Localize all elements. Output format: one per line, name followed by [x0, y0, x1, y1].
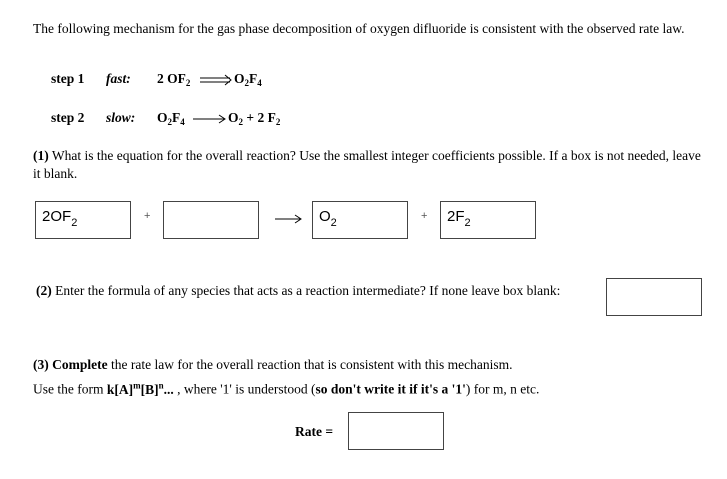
step2-product-o: O	[228, 110, 239, 125]
reactant-box-2[interactable]	[163, 201, 259, 239]
q1-text: What is the equation for the overall reaction? Use the smallest integer coefficients possible. If a box is not needed, leave it blank.	[33, 148, 701, 181]
q3-number: (3) Complete	[33, 357, 108, 372]
q1-number: (1)	[33, 148, 49, 163]
step1-row	[51, 71, 84, 87]
plus-sign-1: +	[144, 210, 151, 222]
rate-label: Rate =	[295, 424, 334, 439]
q3-form-c: ...	[163, 381, 178, 397]
reactant-box-1-value: 2OF	[42, 208, 72, 225]
product-box-2[interactable]	[440, 201, 536, 239]
equilibrium-arrow-icon	[200, 75, 236, 87]
step1-product-o: O	[234, 71, 245, 86]
product-box-1-value: O	[319, 208, 331, 225]
step2-reactant	[157, 110, 185, 126]
q3-line-1	[33, 355, 723, 375]
step2-product-sub1: 2	[238, 117, 244, 127]
reaction-arrow-icon	[275, 214, 303, 224]
product-box-1-sub: 2	[330, 217, 337, 229]
step1-speed: fast:	[106, 71, 131, 86]
intro-text: The following mechanism for the gas phase decomposition of oxygen difluoride is consistent with the observed rate law.	[33, 21, 685, 36]
step1-product-sub1: 2	[244, 78, 250, 88]
q3-line2-mid: , where '1' is understood (	[177, 381, 316, 397]
step2-product-f: + 2 F	[243, 110, 276, 125]
step2-products	[228, 110, 280, 126]
q3-line1-text: the rate law for the overall reaction that is consistent with this mechanism.	[107, 357, 513, 372]
q3-line-2	[33, 375, 723, 400]
plus-sign-2: +	[421, 210, 428, 222]
step2-reactant-f: F	[172, 110, 181, 125]
q3-exp-n: n	[158, 380, 164, 390]
rate-input[interactable]	[348, 412, 444, 450]
step1-product-f: F	[249, 71, 258, 86]
step2-product-sub2: 2	[275, 117, 281, 127]
reactant-box-1[interactable]	[35, 201, 131, 239]
product-box-2-sub: 2	[464, 217, 471, 229]
intermediate-input[interactable]	[606, 278, 702, 316]
step1-reactant	[157, 71, 190, 87]
q3-form-b: [B]	[140, 381, 159, 397]
step2-label: step 2	[51, 110, 85, 125]
q3-exp-m: m	[133, 380, 141, 390]
product-box-2-value: 2F	[447, 208, 465, 225]
product-box-1[interactable]	[312, 201, 408, 239]
step1-speed-wrap	[106, 71, 131, 87]
q3-line2-bold: so don't write it if it's a '1'	[315, 381, 466, 397]
q3-form-a: k[A]	[106, 381, 134, 397]
step2-speed: slow:	[106, 110, 136, 125]
question-2	[36, 282, 596, 300]
reactant-box-1-sub: 2	[71, 217, 78, 229]
step1-label: step 1	[51, 71, 85, 86]
step2-reactant-sub1: 2	[167, 117, 173, 127]
step1-reactant-formula: 2 OF	[157, 71, 186, 86]
step1-product	[234, 71, 262, 87]
step1-product-sub2: 4	[257, 78, 262, 88]
question-1	[33, 147, 703, 183]
step1-reactant-sub: 2	[185, 78, 191, 88]
step2-speed-wrap	[106, 110, 135, 126]
step2-row	[51, 110, 84, 126]
step2-reactant-o: O	[157, 110, 168, 125]
question-3	[33, 355, 723, 400]
q3-line2-pre: Use the form	[33, 381, 107, 397]
q2-number: (2)	[36, 283, 52, 298]
forward-arrow-icon	[193, 114, 227, 124]
q2-text: Enter the formula of any species that acts as a reaction intermediate? If none leave box blank:	[51, 283, 561, 298]
step2-reactant-sub2: 4	[180, 117, 185, 127]
q3-line2-post: ) for m, n etc.	[465, 381, 540, 397]
